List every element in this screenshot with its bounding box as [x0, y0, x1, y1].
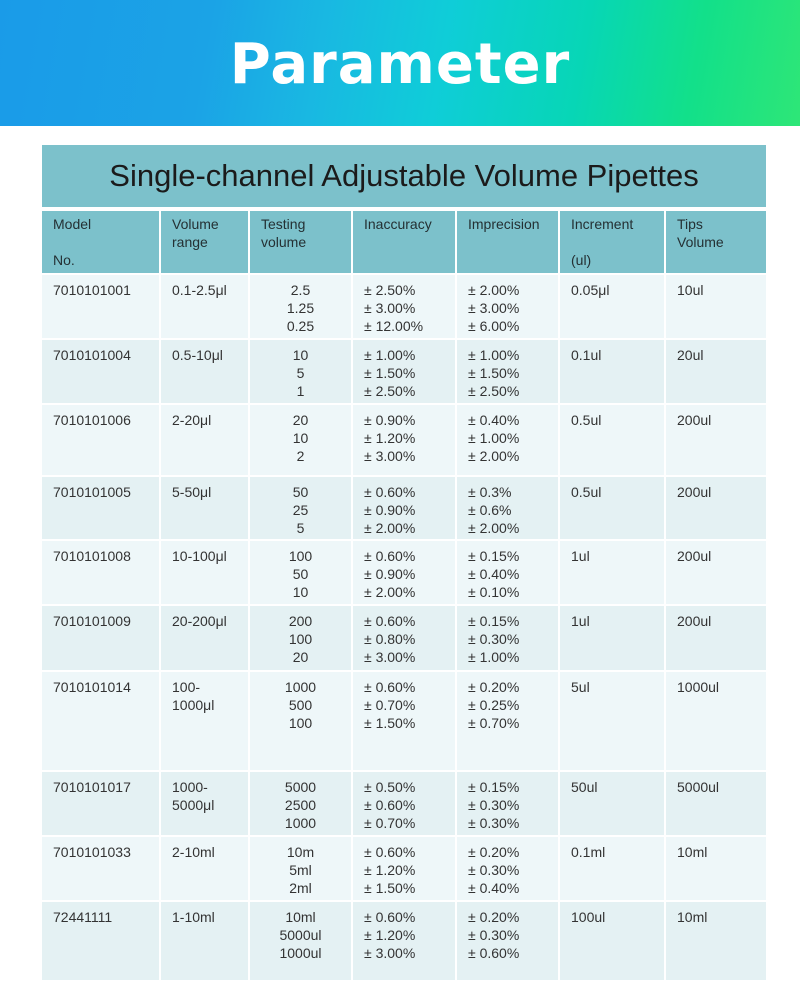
tips-volume-cell	[665, 605, 766, 671]
model-cell	[42, 404, 160, 476]
cell-line: 2	[296, 448, 305, 464]
cell-line: ± 1.50%	[364, 715, 416, 731]
header-text: Tips	[677, 216, 703, 232]
cell-line: ± 0.80%	[364, 631, 416, 647]
inaccuracy-cell	[352, 476, 456, 540]
cell-line: 100-	[172, 679, 201, 695]
cell-line: 1	[296, 383, 305, 399]
page-title: Parameter	[229, 32, 571, 97]
tips-volume-cell	[665, 274, 766, 339]
testing-volume-cell	[249, 274, 352, 339]
cell-text: 5000ul	[677, 779, 720, 795]
volume-range-cell	[160, 476, 249, 540]
cell-line: 10	[292, 430, 309, 446]
column-header-volume-range	[160, 211, 249, 274]
cell-text: 1ul	[571, 613, 590, 629]
inaccuracy-cell	[352, 771, 456, 836]
imprecision-cell	[456, 339, 559, 404]
increment-cell	[559, 339, 665, 404]
imprecision-cell	[456, 476, 559, 540]
header-text: Testing	[261, 216, 306, 232]
cell-text: 200ul	[677, 412, 712, 428]
cell-line: ± 3.00%	[364, 649, 416, 665]
header-text: Model	[53, 216, 92, 232]
table-row	[42, 339, 766, 404]
cell-line: ± 0.25%	[468, 697, 520, 713]
cell-text: 1000ul	[677, 679, 720, 695]
cell-line: ± 0.60%	[364, 484, 416, 500]
cell-line: ± 0.70%	[364, 697, 416, 713]
cell-line: ± 1.00%	[468, 430, 520, 446]
cell-line: ± 1.00%	[468, 347, 520, 363]
cell-line: ± 0.6%	[468, 502, 512, 518]
cell-line: ± 0.70%	[468, 715, 520, 731]
cell-line: ± 2.50%	[364, 282, 416, 298]
cell-text: 7010101004	[53, 347, 131, 363]
cell-line: ± 1.20%	[364, 862, 416, 878]
inaccuracy-cell	[352, 339, 456, 404]
cell-line: ± 0.90%	[364, 502, 416, 518]
cell-line: 1000μl	[172, 697, 215, 713]
cell-line: ± 0.30%	[468, 797, 520, 813]
cell-line: 50	[292, 566, 309, 582]
tips-volume-cell	[665, 404, 766, 476]
cell-line: ± 0.40%	[468, 412, 520, 428]
cell-line: ± 2.00%	[468, 520, 520, 536]
volume-range-cell	[160, 901, 249, 981]
cell-line: ± 6.00%	[468, 318, 520, 334]
testing-volume-cell	[249, 771, 352, 836]
cell-line: ± 0.60%	[364, 797, 416, 813]
cell-line: ± 12.00%	[364, 318, 424, 334]
table-row	[42, 540, 766, 605]
testing-volume-cell	[249, 836, 352, 901]
table-row	[42, 605, 766, 671]
cell-line: ± 0.15%	[468, 548, 520, 564]
cell-line: ± 0.30%	[468, 631, 520, 647]
table-body	[42, 274, 766, 981]
cell-line: 100	[288, 715, 313, 731]
imprecision-cell	[456, 404, 559, 476]
model-cell	[42, 339, 160, 404]
imprecision-cell	[456, 540, 559, 605]
model-cell	[42, 605, 160, 671]
model-cell	[42, 274, 160, 339]
cell-line: ± 0.20%	[468, 909, 520, 925]
cell-line: 100	[288, 631, 313, 647]
volume-range-cell	[160, 771, 249, 836]
cell-text: 10ml	[677, 844, 708, 860]
cell-text: 7010101014	[53, 679, 131, 695]
cell-line: 20	[292, 412, 309, 428]
cell-line: 2-20μl	[172, 412, 212, 428]
volume-range-cell	[160, 404, 249, 476]
cell-line: 5	[296, 520, 305, 536]
imprecision-cell	[456, 836, 559, 901]
cell-text: 5ul	[571, 679, 590, 695]
cell-line: ± 0.15%	[468, 779, 520, 795]
header-text: Volume	[172, 216, 219, 232]
cell-text: 200ul	[677, 613, 712, 629]
imprecision-cell	[456, 671, 559, 771]
volume-range-cell	[160, 605, 249, 671]
cell-text: 200ul	[677, 548, 712, 564]
tips-volume-cell	[665, 540, 766, 605]
cell-line: 20	[292, 649, 309, 665]
cell-line: 20-200μl	[172, 613, 227, 629]
column-header-model	[42, 211, 160, 274]
cell-line: 10m	[286, 844, 315, 860]
cell-line: ± 0.90%	[364, 566, 416, 582]
cell-text: 200ul	[677, 484, 712, 500]
cell-line: ± 0.30%	[468, 927, 520, 943]
header-text: No.	[53, 252, 75, 268]
cell-line: ± 2.50%	[468, 383, 520, 399]
model-cell	[42, 901, 160, 981]
cell-line: ± 0.60%	[364, 909, 416, 925]
inaccuracy-cell	[352, 901, 456, 981]
cell-line: ± 1.50%	[364, 880, 416, 896]
model-cell	[42, 476, 160, 540]
header-text: Increment	[571, 216, 634, 232]
cell-line: ± 1.00%	[468, 649, 520, 665]
cell-line: 25	[292, 502, 309, 518]
cell-line: ± 0.20%	[468, 679, 520, 695]
header-text: Inaccuracy	[364, 216, 432, 232]
increment-cell	[559, 476, 665, 540]
cell-line: ± 3.00%	[468, 300, 520, 316]
increment-cell	[559, 274, 665, 339]
inaccuracy-cell	[352, 274, 456, 339]
cell-text: 0.05μl	[571, 282, 610, 298]
cell-line: ± 1.50%	[468, 365, 520, 381]
tips-volume-cell	[665, 339, 766, 404]
spec-table	[42, 211, 766, 982]
cell-line: 1000ul	[279, 945, 322, 961]
header-text: volume	[261, 234, 307, 250]
cell-line: 10-100μl	[172, 548, 227, 564]
column-header-inaccuracy	[352, 211, 456, 274]
cell-line: ± 1.00%	[364, 347, 416, 363]
imprecision-cell	[456, 901, 559, 981]
cell-line: ± 1.20%	[364, 430, 416, 446]
cell-line: ± 0.40%	[468, 880, 520, 896]
pipette-spec-table	[42, 145, 766, 982]
cell-line: 200	[288, 613, 313, 629]
increment-cell	[559, 671, 665, 771]
table-row	[42, 836, 766, 901]
testing-volume-cell	[249, 404, 352, 476]
cell-line: 1-10ml	[172, 909, 215, 925]
table-row	[42, 404, 766, 476]
cell-line: 10	[292, 584, 309, 600]
cell-line: 1000	[284, 815, 317, 831]
cell-line: ± 2.00%	[468, 448, 520, 464]
header-text: Volume	[677, 234, 724, 250]
column-header-increment	[559, 211, 665, 274]
cell-text: 0.1ul	[571, 347, 602, 363]
cell-line: ± 0.20%	[468, 844, 520, 860]
imprecision-cell	[456, 605, 559, 671]
cell-line: ± 1.50%	[364, 365, 416, 381]
cell-line: ± 0.3%	[468, 484, 512, 500]
table-header-row	[42, 211, 766, 274]
testing-volume-cell	[249, 540, 352, 605]
tips-volume-cell	[665, 901, 766, 981]
model-cell	[42, 771, 160, 836]
cell-line: ± 3.00%	[364, 448, 416, 464]
increment-cell	[559, 901, 665, 981]
header-banner	[0, 0, 800, 126]
cell-line: 5000ul	[279, 927, 322, 943]
imprecision-cell	[456, 771, 559, 836]
cell-line: 0.25	[286, 318, 315, 334]
testing-volume-cell	[249, 901, 352, 981]
cell-line: ± 2.00%	[364, 520, 416, 536]
cell-line: ± 0.10%	[468, 584, 520, 600]
header-text: range	[172, 234, 208, 250]
table-row	[42, 671, 766, 771]
cell-line: ± 3.00%	[364, 945, 416, 961]
header-text: (ul)	[571, 252, 592, 268]
column-header-imprecision	[456, 211, 559, 274]
increment-cell	[559, 540, 665, 605]
tips-volume-cell	[665, 771, 766, 836]
cell-line: 5	[296, 365, 305, 381]
cell-line: 1000-	[172, 779, 208, 795]
testing-volume-cell	[249, 339, 352, 404]
cell-text: 7010101009	[53, 613, 131, 629]
cell-text: 0.1ml	[571, 844, 606, 860]
model-cell	[42, 671, 160, 771]
cell-line: 10	[292, 347, 309, 363]
cell-line: 1000	[284, 679, 317, 695]
table-row	[42, 476, 766, 540]
inaccuracy-cell	[352, 404, 456, 476]
cell-line: 2ml	[289, 880, 312, 896]
cell-text: 20ul	[677, 347, 704, 363]
increment-cell	[559, 771, 665, 836]
volume-range-cell	[160, 339, 249, 404]
cell-line: ± 0.50%	[364, 779, 416, 795]
cell-line: 5-50μl	[172, 484, 212, 500]
cell-text: 100ul	[571, 909, 606, 925]
cell-text: 7010101017	[53, 779, 131, 795]
cell-line: 2.5	[290, 282, 311, 298]
model-cell	[42, 836, 160, 901]
inaccuracy-cell	[352, 605, 456, 671]
increment-cell	[559, 836, 665, 901]
inaccuracy-cell	[352, 540, 456, 605]
cell-text: 7010101008	[53, 548, 131, 564]
cell-line: ± 0.60%	[468, 945, 520, 961]
cell-line: 2-10ml	[172, 844, 215, 860]
inaccuracy-cell	[352, 671, 456, 771]
cell-line: ± 0.40%	[468, 566, 520, 582]
volume-range-cell	[160, 836, 249, 901]
imprecision-cell	[456, 274, 559, 339]
increment-cell	[559, 404, 665, 476]
cell-text: 7010101005	[53, 484, 131, 500]
cell-text: 7010101006	[53, 412, 131, 428]
table-row	[42, 274, 766, 339]
cell-line: ± 2.00%	[468, 282, 520, 298]
cell-line: ± 2.00%	[364, 584, 416, 600]
cell-text: 0.5ul	[571, 412, 602, 428]
cell-line: 5ml	[289, 862, 312, 878]
cell-line: ± 3.00%	[364, 300, 416, 316]
cell-line: 500	[288, 697, 313, 713]
volume-range-cell	[160, 540, 249, 605]
testing-volume-cell	[249, 605, 352, 671]
cell-text: 10ml	[677, 909, 708, 925]
cell-line: ± 1.20%	[364, 927, 416, 943]
cell-text: 50ul	[571, 779, 598, 795]
increment-cell	[559, 605, 665, 671]
cell-text: 7010101001	[53, 282, 131, 298]
cell-line: ± 0.60%	[364, 548, 416, 564]
cell-line: ± 0.60%	[364, 613, 416, 629]
inaccuracy-cell	[352, 836, 456, 901]
volume-range-cell	[160, 274, 249, 339]
cell-line: 10ml	[285, 909, 316, 925]
cell-line: ± 0.90%	[364, 412, 416, 428]
cell-text: 10ul	[677, 282, 704, 298]
cell-line: ± 0.30%	[468, 862, 520, 878]
cell-line: 5000μl	[172, 797, 215, 813]
cell-line: 100	[288, 548, 313, 564]
table-row	[42, 771, 766, 836]
table-row	[42, 901, 766, 981]
cell-text: 7010101033	[53, 844, 131, 860]
tips-volume-cell	[665, 836, 766, 901]
column-header-testing-volume	[249, 211, 352, 274]
cell-line: ± 2.50%	[364, 383, 416, 399]
cell-line: 1.25	[286, 300, 315, 316]
cell-line: 50	[292, 484, 309, 500]
cell-line: ± 0.15%	[468, 613, 520, 629]
model-cell	[42, 540, 160, 605]
cell-line: 5000	[284, 779, 317, 795]
testing-volume-cell	[249, 476, 352, 540]
cell-line: ± 0.70%	[364, 815, 416, 831]
cell-line: 0.1-2.5μl	[172, 282, 227, 298]
cell-text: 72441111	[53, 909, 113, 925]
testing-volume-cell	[249, 671, 352, 771]
tips-volume-cell	[665, 476, 766, 540]
cell-text: 1ul	[571, 548, 590, 564]
table-title: Single-channel Adjustable Volume Pipettes	[42, 145, 766, 211]
cell-line: 2500	[284, 797, 317, 813]
header-text: Imprecision	[468, 216, 540, 232]
tips-volume-cell	[665, 671, 766, 771]
cell-line: ± 0.30%	[468, 815, 520, 831]
volume-range-cell	[160, 671, 249, 771]
column-header-tips-volume	[665, 211, 766, 274]
cell-line: ± 0.60%	[364, 844, 416, 860]
cell-line: 0.5-10μl	[172, 347, 223, 363]
cell-text: 0.5ul	[571, 484, 602, 500]
cell-line: ± 0.60%	[364, 679, 416, 695]
